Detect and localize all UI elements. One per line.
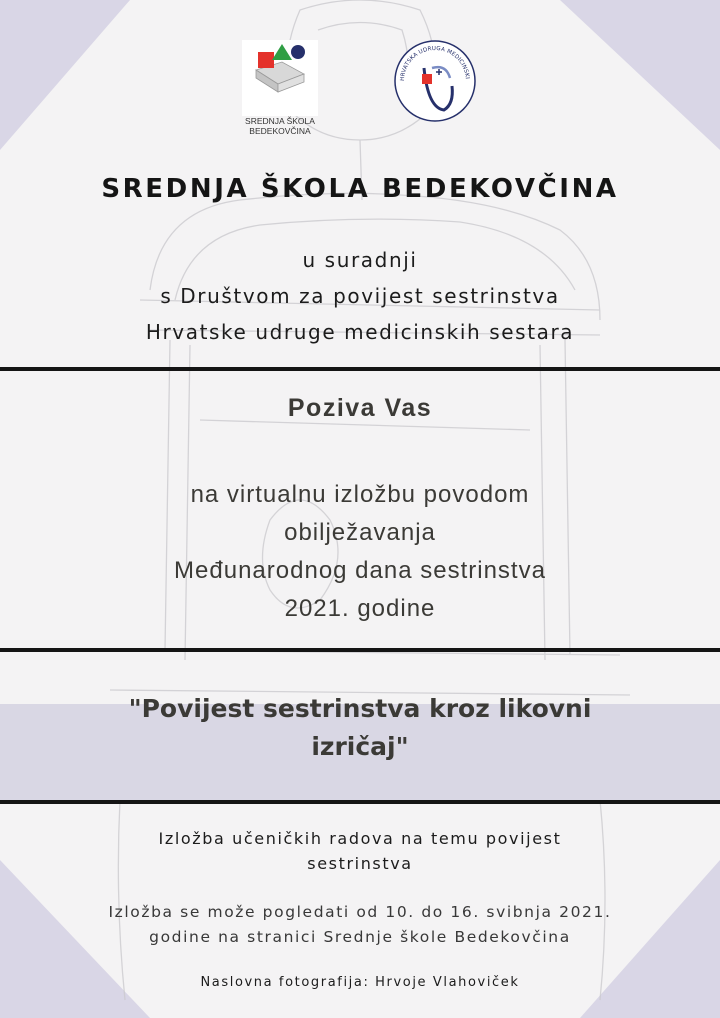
school-logo-graphic (242, 40, 318, 116)
invitation-title: Poziva Vas (287, 394, 433, 422)
divider-rule-2 (0, 648, 720, 652)
viewing-dates-line-1: Izložba se može pogledati od 10. do 16. svibnja 2021. (108, 903, 612, 921)
student-works-line-2: sestrinstva (307, 854, 413, 873)
svg-text:HRVATSKA UDRUGA MEDICINSKIH SE: HRVATSKA UDRUGA MEDICINSKI (399, 45, 470, 82)
collaboration-line-1: u suradnji (302, 248, 418, 272)
viewing-dates-note (0, 900, 720, 950)
collaboration-line-3: Hrvatske udruge medicinskih sestara (145, 320, 575, 344)
school-logo-caption-line2: BEDEKOVČINA (249, 126, 311, 136)
divider-rule-1 (0, 367, 720, 371)
exhibition-title (0, 690, 720, 766)
student-works-line-1: Izložba učeničkih radova na temu povijest (158, 829, 562, 848)
nurses-association-logo-graphic (392, 38, 478, 124)
exhibition-line-4: 2021. godine (284, 595, 436, 622)
student-works-note (0, 826, 720, 876)
school-logo (242, 40, 318, 136)
school-logo-caption-line1: SREDNJA ŠKOLA (245, 116, 315, 126)
collaboration-line-2: s Društvom za povijest sestrinstva (160, 284, 560, 308)
divider-rule-3 (0, 800, 720, 804)
exhibition-title-line-1: "Povijest sestrinstva kroz likovni (128, 694, 592, 723)
exhibition-line-1: na virtualnu izložbu povodom (190, 481, 530, 508)
viewing-dates-line-2: godine na stranici Srednje škole Bedekovčina (149, 928, 571, 946)
collaboration-block (0, 242, 720, 350)
exhibition-description (0, 476, 720, 628)
photo-credit: Naslovna fotografija: Hrvoje Vlahoviček (200, 975, 520, 990)
exhibition-line-2: obilježavanja (284, 519, 436, 546)
exhibition-line-3: Međunarodnog dana sestrinstva (174, 557, 546, 584)
exhibition-title-line-2: izričaj" (311, 732, 409, 761)
school-title: SREDNJA ŠKOLA BEDEKOVČINA (101, 174, 619, 204)
nurses-association-logo (392, 38, 478, 124)
